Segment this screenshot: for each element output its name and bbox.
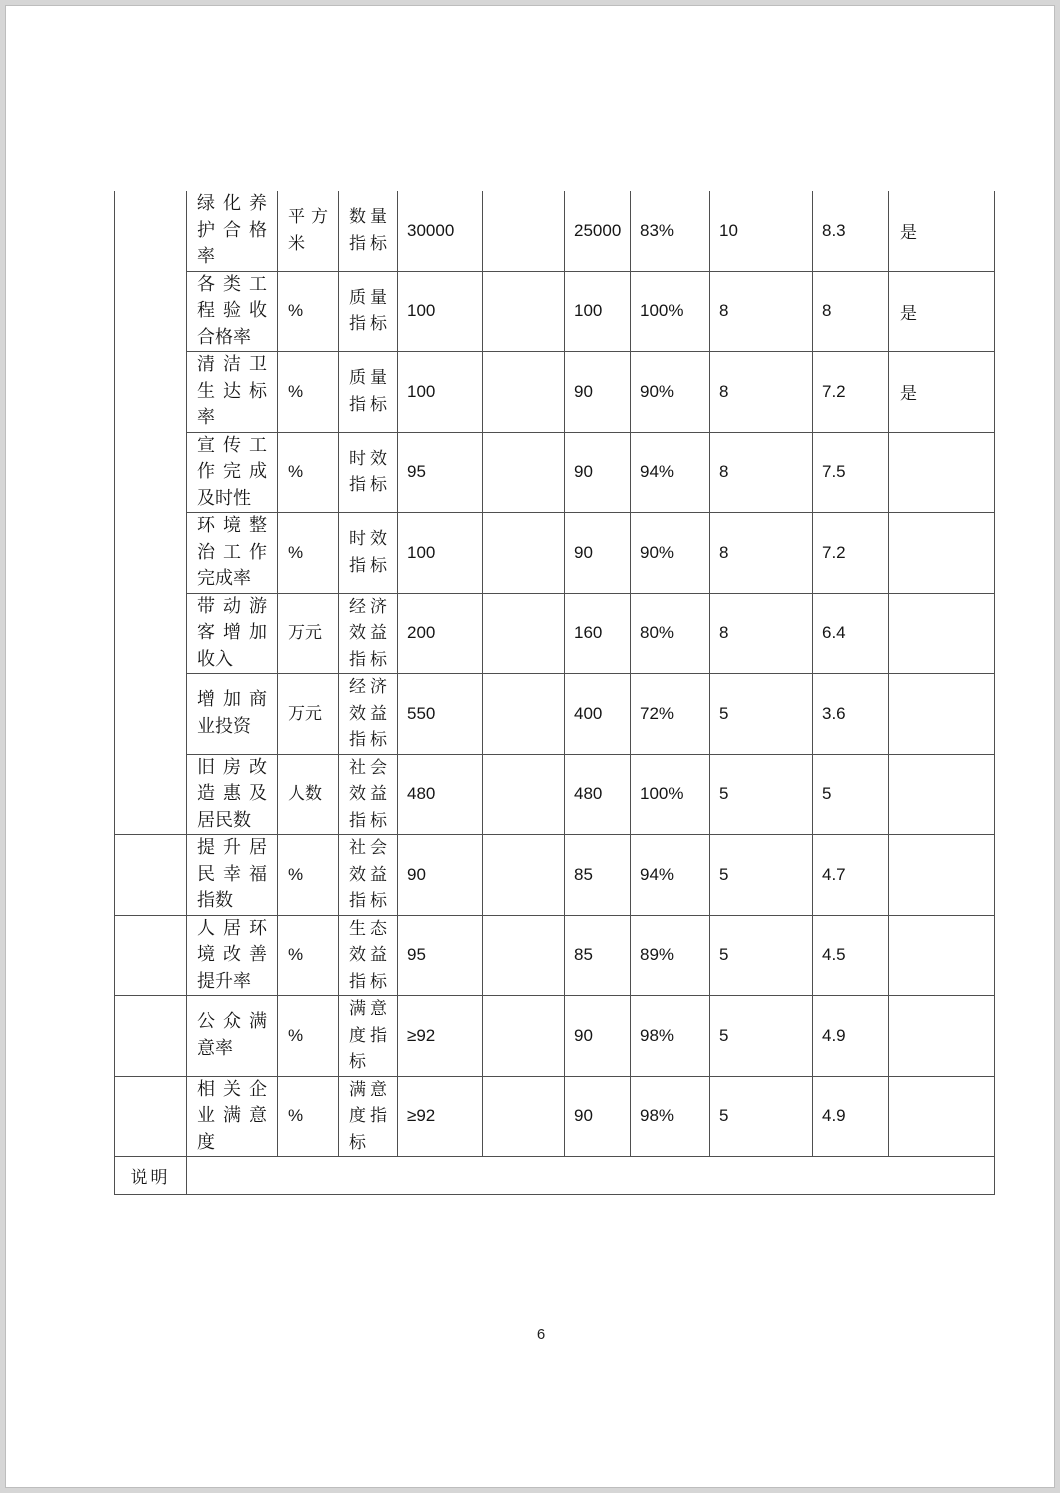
indicator-name-cell [187, 593, 278, 674]
indicator-name: 各类工程验收合格率 [197, 273, 267, 348]
table-row [115, 593, 995, 674]
indicator-type: 社会效益指标 [349, 757, 387, 831]
note-row [115, 1157, 995, 1195]
completion-rate: 90% [631, 352, 710, 433]
indicator-type: 时效指标 [349, 448, 387, 496]
target-value: 30000 [398, 191, 483, 271]
indicator-name-cell [187, 432, 278, 513]
actual-value: 100 [565, 271, 631, 352]
weight: 8 [710, 432, 813, 513]
category-cell [115, 996, 187, 1077]
target-value: 100 [398, 271, 483, 352]
indicator-type-cell [339, 915, 398, 996]
indicator-name-cell [187, 271, 278, 352]
unit: % [288, 301, 304, 320]
table-row [115, 191, 995, 271]
actual-value: 85 [565, 915, 631, 996]
unit-cell [278, 1076, 339, 1157]
indicator-type-cell [339, 271, 398, 352]
indicator-type: 经济效益指标 [349, 677, 387, 750]
unit: % [288, 381, 304, 401]
actual-value: 160 [565, 593, 631, 674]
table-row [115, 996, 995, 1077]
completion-rate: 100% [631, 754, 710, 835]
score: 7.2 [813, 352, 889, 433]
weight: 5 [710, 674, 813, 755]
completion-rate: 98% [631, 996, 710, 1077]
score: 4.5 [813, 915, 889, 996]
page-number: 6 [536, 1326, 546, 1343]
category-cell [115, 1076, 187, 1157]
unit: 万元 [288, 703, 322, 723]
score: 4.9 [813, 996, 889, 1077]
indicator-type-cell [339, 996, 398, 1077]
actual-value: 90 [565, 996, 631, 1077]
unit: % [288, 1025, 304, 1045]
indicator-name-cell [187, 513, 278, 594]
unit-cell [278, 674, 339, 755]
blank-cell [483, 432, 565, 513]
performance-table [114, 191, 995, 1195]
score: 6.4 [813, 593, 889, 674]
unit-cell [278, 754, 339, 835]
weight: 5 [710, 915, 813, 996]
indicator-name: 提升居民幸福指数 [197, 837, 267, 911]
score: 8 [813, 271, 889, 352]
score: 8.3 [813, 191, 889, 271]
table-row [115, 754, 995, 835]
blank-cell [483, 835, 565, 916]
weight: 5 [710, 835, 813, 916]
indicator-type-cell [339, 754, 398, 835]
indicator-type: 质量指标 [349, 368, 387, 415]
completion-rate: 98% [631, 1076, 710, 1157]
completion-rate: 83% [631, 191, 710, 271]
unit: % [288, 1106, 304, 1125]
weight: 8 [710, 271, 813, 352]
indicator-type: 数量指标 [349, 207, 387, 254]
weight: 8 [710, 513, 813, 594]
completion-rate: 89% [631, 915, 710, 996]
unit-cell [278, 835, 339, 916]
target-value: ≥92 [398, 1076, 483, 1157]
unit-cell [278, 432, 339, 513]
category-cell [115, 835, 187, 916]
actual-value: 480 [565, 754, 631, 835]
target-value: 200 [398, 593, 483, 674]
indicator-type-cell [339, 432, 398, 513]
target-value: 480 [398, 754, 483, 835]
score: 4.9 [813, 1076, 889, 1157]
indicator-name: 宣传工作完成及时性 [197, 434, 267, 509]
indicator-name: 绿化养护合格率 [197, 193, 267, 267]
indicator-name-cell [187, 996, 278, 1077]
unit-cell [278, 996, 339, 1077]
achieved-flag-empty [889, 513, 995, 594]
indicator-name: 人居环境改善提升率 [197, 917, 267, 992]
table-row [115, 271, 995, 352]
weight: 5 [710, 1076, 813, 1157]
indicator-type-cell [339, 674, 398, 755]
table-row [115, 674, 995, 755]
actual-value: 90 [565, 432, 631, 513]
unit: 平方米 [288, 207, 328, 253]
target-value: 100 [398, 513, 483, 594]
table-row [115, 432, 995, 513]
blank-cell [483, 1076, 565, 1157]
actual-value: 400 [565, 674, 631, 755]
unit: 万元 [288, 623, 322, 642]
completion-rate: 72% [631, 674, 710, 755]
indicator-name-cell [187, 835, 278, 916]
indicator-name: 公众满意率 [197, 1011, 267, 1059]
category-cell [115, 191, 187, 835]
achieved-flag-empty [889, 915, 995, 996]
target-value: 95 [398, 915, 483, 996]
table-row [115, 835, 995, 916]
note-label: 说明 [115, 1157, 187, 1195]
achieved-flag-empty [889, 593, 995, 674]
unit: 人数 [288, 784, 322, 803]
indicator-name: 清洁卫生达标率 [197, 354, 267, 428]
actual-value: 90 [565, 1076, 631, 1157]
unit: % [288, 945, 304, 964]
indicator-name-cell [187, 352, 278, 433]
indicator-type: 经济效益指标 [349, 596, 387, 670]
weight: 5 [710, 754, 813, 835]
blank-cell [483, 754, 565, 835]
indicator-type: 社会效益指标 [349, 838, 387, 911]
weight: 8 [710, 352, 813, 433]
score: 7.5 [813, 432, 889, 513]
note-content [187, 1157, 995, 1195]
achieved-flag: 是 [889, 191, 995, 271]
blank-cell [483, 915, 565, 996]
indicator-type-cell [339, 191, 398, 271]
table-row [115, 513, 995, 594]
actual-value: 90 [565, 513, 631, 594]
achieved-flag-empty [889, 432, 995, 513]
actual-value: 85 [565, 835, 631, 916]
achieved-flag-empty [889, 754, 995, 835]
table-row [115, 915, 995, 996]
blank-cell [483, 996, 565, 1077]
unit-cell [278, 191, 339, 271]
achieved-flag-empty [889, 835, 995, 916]
completion-rate: 100% [631, 271, 710, 352]
blank-cell [483, 352, 565, 433]
indicator-type: 满意度指标 [349, 1079, 387, 1153]
indicator-name: 环境整治工作完成率 [197, 515, 267, 589]
achieved-flag: 是 [889, 271, 995, 352]
unit-cell [278, 271, 339, 352]
document-page [5, 5, 1055, 1488]
completion-rate: 80% [631, 593, 710, 674]
indicator-name: 旧房改造惠及居民数 [197, 756, 267, 831]
weight: 8 [710, 593, 813, 674]
unit: % [288, 462, 304, 481]
weight: 10 [710, 191, 813, 271]
indicator-name-cell [187, 1076, 278, 1157]
indicator-type: 生态效益指标 [349, 918, 387, 992]
indicator-name: 带动游客增加收入 [197, 595, 267, 670]
score: 4.7 [813, 835, 889, 916]
indicator-type-cell [339, 352, 398, 433]
unit-cell [278, 915, 339, 996]
indicator-type-cell [339, 1076, 398, 1157]
weight: 5 [710, 996, 813, 1077]
actual-value: 25000 [565, 191, 631, 271]
table-row [115, 1076, 995, 1157]
indicator-type: 时效指标 [349, 529, 387, 576]
score: 3.6 [813, 674, 889, 755]
actual-value: 90 [565, 352, 631, 433]
indicator-type-cell [339, 513, 398, 594]
completion-rate: 90% [631, 513, 710, 594]
indicator-type: 满意度指标 [349, 999, 387, 1072]
score: 5 [813, 754, 889, 835]
indicator-name-cell [187, 674, 278, 755]
achieved-flag-empty [889, 674, 995, 755]
table-row [115, 352, 995, 433]
target-value: ≥92 [398, 996, 483, 1077]
target-value: 95 [398, 432, 483, 513]
achieved-flag-empty [889, 1076, 995, 1157]
indicator-type: 质量指标 [349, 287, 387, 335]
indicator-name: 相关企业满意度 [197, 1078, 267, 1153]
blank-cell [483, 593, 565, 674]
indicator-type-cell [339, 835, 398, 916]
indicator-name-cell [187, 754, 278, 835]
target-value: 550 [398, 674, 483, 755]
completion-rate: 94% [631, 432, 710, 513]
completion-rate: 94% [631, 835, 710, 916]
score: 7.2 [813, 513, 889, 594]
achieved-flag-empty [889, 996, 995, 1077]
achieved-flag: 是 [889, 352, 995, 433]
category-cell [115, 915, 187, 996]
indicator-name-cell [187, 191, 278, 271]
blank-cell [483, 191, 565, 271]
blank-cell [483, 674, 565, 755]
indicator-name-cell [187, 915, 278, 996]
blank-cell [483, 513, 565, 594]
target-value: 100 [398, 352, 483, 433]
unit: % [288, 864, 304, 884]
unit-cell [278, 513, 339, 594]
unit: % [288, 542, 304, 562]
target-value: 90 [398, 835, 483, 916]
unit-cell [278, 352, 339, 433]
indicator-type-cell [339, 593, 398, 674]
blank-cell [483, 271, 565, 352]
unit-cell [278, 593, 339, 674]
indicator-name: 增加商业投资 [197, 689, 267, 737]
